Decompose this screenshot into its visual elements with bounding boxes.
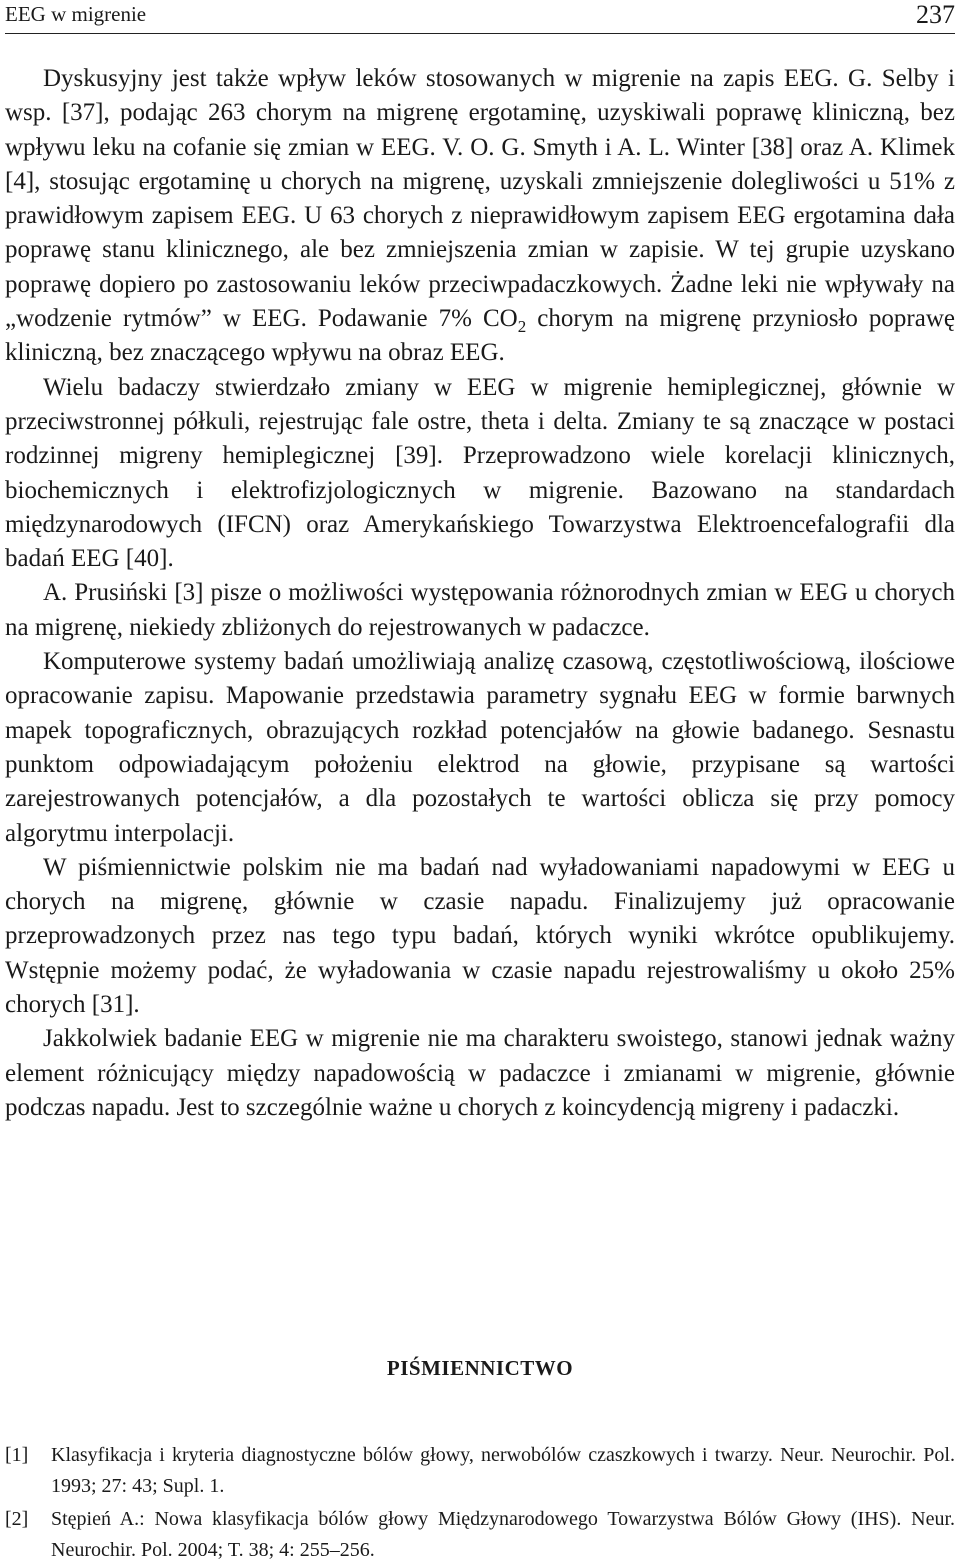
reference-number: [2] bbox=[5, 1508, 29, 1530]
paragraph-3: A. Prusiński [3] pisze o możliwości występowania różnorodnych zmian w EEG u chorych na migrenę, niekiedy zbliżonych do rejestrowanych w padaczce. bbox=[5, 579, 955, 641]
paragraph-4: Komputerowe systemy badań umożliwiają analizę czasową, częstotliwościową, ilościowe opracowanie zapisu. Mapowanie przedstawia parametry sygnału EEG w formie barwnych mapek topograficznych, obrazujących rozkład potencjałów na głowie badanego. Sesnastu punktom odpowiadającym położeniu elektrod na głowie, przypisane są wartości zarejestrowanych potencjałów, a dla pozostałych te wartości oblicza się przy pomocy algorytmu interpolacji. bbox=[5, 648, 955, 847]
running-title: EEG w migrenie bbox=[5, 2, 147, 26]
paragraph-6: Jakkolwiek badanie EEG w migrenie nie ma charakteru swoistego, stanowi jednak ważny element różnicujący między napadowością w padaczce i zmianami w migrenie, głównie podczas napadu. Jest to szczególnie ważne u chorych z koincydencją migreny i padaczki. bbox=[5, 1025, 955, 1121]
paragraph-1 bbox=[5, 62, 955, 371]
paragraph-1-part-b: chorym na migrenę przyniosło poprawę kliniczną, bez znaczącego wpływu na obraz EEG. bbox=[5, 305, 955, 367]
references-heading: PIŚMIENNICTWO bbox=[386, 1356, 574, 1380]
references-list bbox=[5, 1440, 955, 1568]
page-number: 237 bbox=[916, 0, 955, 29]
header-rule bbox=[5, 33, 955, 34]
reference-text: Stępień A.: Nowa klasyfikacja bólów głowy Międzynarodowego Towarzystwa Bólów Głowy (IHS). Neur. Neurochir. Pol. 2004; T. 38; 4: 255–256. bbox=[51, 1508, 955, 1561]
running-head bbox=[5, 0, 955, 30]
body-text bbox=[5, 62, 955, 1125]
reference-item bbox=[5, 1504, 955, 1566]
reference-number: [1] bbox=[5, 1444, 29, 1466]
paragraph-1-part-a: Dyskusyjny jest także wpływ leków stosowanych w migrenie na zapis EEG. G. Selby i wsp. [37], podając 263 chorym na migrenę ergotaminę, uzyskiwali poprawę kliniczną, bez wpływu leku na cofanie się zmian w EEG. V. O. G. Smyth i A. L. Winter [38] oraz A. Klimek [4], stosując ergotaminę u chorych na migrenę, uzyskali zmniejszenie dolegliwości u 51% z prawidłowym zapisem EEG. U 63 chorych z nieprawidłowym zapisem EEG ergotamina dała poprawę stanu klinicznego, ale bez zmniejszenia zmian w zapisie. W tej grupie uzyskano poprawę dopiero po zastosowaniu leków przeciwpadaczkowych. Żadne leki nie wpływały na „wodzenie rytmów” w EEG. Podawanie 7% CO bbox=[5, 65, 955, 333]
co2-subscript: 2 bbox=[517, 317, 527, 337]
reference-text: Klasyfikacja i kryteria diagnostyczne bólów głowy, nerwobólów czaszkowych i twarzy. Neur. Neurochir. Pol. 1993; 27: 43; Supl. 1. bbox=[51, 1444, 955, 1497]
paragraph-5: W piśmiennictwie polskim nie ma badań nad wyładowaniami napadowymi w EEG u chorych na migrenę, głównie w czasie napadu. Finalizujemy już opracowanie przeprowadzonych przez nas tego typu badań, których wyniki wkrótce opublikujemy. Wstępnie możemy podać, że wyładowania w czasie napadu rejestrowaliśmy u około 25% chorych [31]. bbox=[5, 853, 955, 1019]
paragraph-2: Wielu badaczy stwierdzało zmiany w EEG w migrenie hemiplegicznej, głównie w przeciwstronnej półkuli, rejestrując fale ostre, theta i delta. Zmiany te są znaczące w postaci rodzinnej migreny hemiplegicznej [39]. Przeprowadzono wiele korelacji klinicznych, biochemicznych i elektrofizjologicznych w migrenie. Bazowano na standardach międzynarodowych (IFCN) oraz Amerykańskiego Towarzystwa Elektroencefalografii dla badań EEG [40]. bbox=[5, 373, 955, 573]
reference-item bbox=[5, 1440, 955, 1502]
